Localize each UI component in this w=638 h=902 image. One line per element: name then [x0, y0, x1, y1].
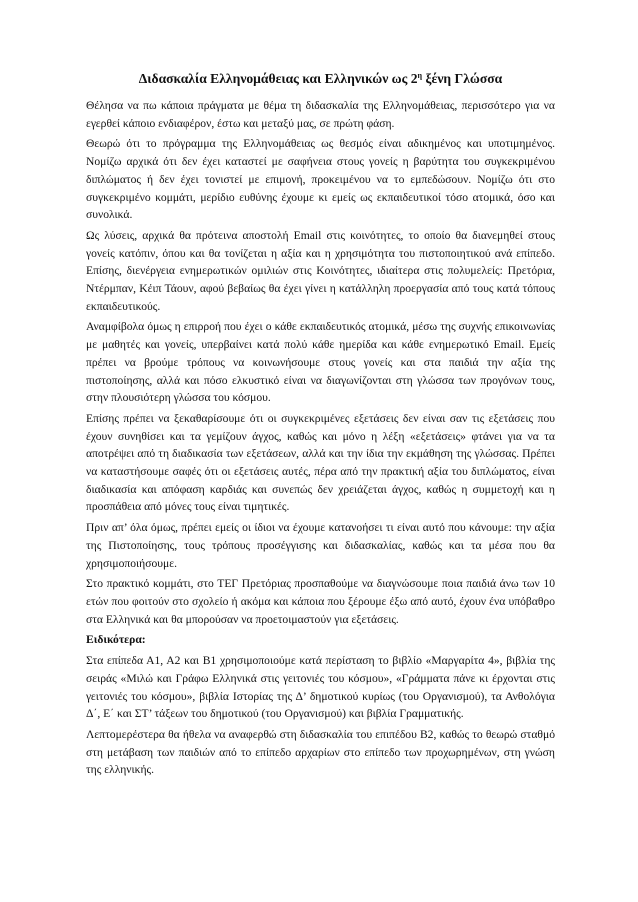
paragraph-understanding: Πριν απ’ όλα όμως, πρέπει εμείς οι ίδιοι να έχουμε κατανοήσει τι είναι αυτό που κάνουμε: την αξία της Πιστοποίησης, τους τρόπους προσέγγισης και διδασκαλίας, καθώς και τα μέσα που θα χρησιμοποιήσουμε.	[86, 521, 555, 570]
paragraph-levels: Στα επίπεδα Α1, Α2 και Β1 χρησιμοποιούμε κατά περίσταση το βιβλίο «Μαργαρίτα 4», βιβλία της σειράς «Μιλώ και Γράφω Ελληνικά στις γειτονιές του κόσμου», «Γράμματα πάνε κι έρχονται στις γειτονιές του κόσμου», βιβλία Ιστορίας της Δ’ δημοτικού κυρίως (του Οργανισμού), τα Ανθολόγια Δ΄, Ε΄ και ΣΤ’ τάξεων του δημοτικού (του Οργανισμού) και βιβλία Γραμματικής.	[86, 654, 555, 721]
paragraph-assessment: Θεωρώ ότι το πρόγραμμα της Ελληνομάθειας ως θεσμός είναι αδικημένος και υποτιμημένος. Νομίζω αρχικά ότι δεν έχει καταστεί με σαφήνεια στους γονείς η βαρύτητα του συγκεκριμένου διπλώματος ή δεν έχει τονιστεί με επιμονή, προκειμένου να το εμπεδώσουν. Νομίζω ότι στο συγκεκριμένο κομμάτι, μερίδιο ευθύνης έχουμε κι εμείς ως εκπαιδευτικοί τόσο ατομικά, όσο και συνολικά.	[86, 137, 555, 222]
title-superscript: η	[417, 71, 423, 80]
title-main: Διδασκαλία Ελληνομάθειας και Ελληνικών ως 2	[138, 71, 418, 86]
title-tail: ξένη Γλώσσα	[422, 71, 503, 86]
paragraph-solutions: Ως λύσεις, αρχικά θα πρότεινα αποστολή Email στις κοινότητες, το οποίο θα διανεμηθεί στους γονείς κατόπιν, όπου και θα τονίζεται η αξία και η χρησιμότητα του πιστοποιητικού ανά επίπεδο. Επίσης, διενέργεια ενημερωτικών ομιλιών στις Κοινότητες, ιδιαίτερα στις πολυμελείς: Πρετόρια, Ντέρμπαν, Κέιπ Τάουν, αφού βεβαίως θα έχει γίνει η κατάλληλη προεργασία από τους κατά τόπους εκπαιδευτικούς.	[86, 228, 555, 313]
paragraph-b2: Λεπτομερέστερα θα ήθελα να αναφερθώ στη διδασκαλία του επιπέδου Β2, καθώς το θεωρώ σταθμό στη μετάβαση των παιδιών από το επίπεδο αρχαρίων στο επίπεδο των προχωρημένων, στη γνώση της ελληνικής.	[86, 727, 555, 777]
subheading-specifically: Ειδικότερα:	[86, 633, 146, 647]
paragraph-practical: Στο πρακτικό κομμάτι, στο ΤΕΓ Πρετόριας προσπαθούμε να διαγνώσουμε ποια παιδιά άνω των 10 ετών που φοιτούν στο σχολείο ή ακόμα και κάποια που ξέρουμε έξω από αυτό, έχουν ένα υπόβαθρο στα Ελληνικά και θα μπορούσαν να προετοιμαστούν για εξετάσεις.	[86, 577, 555, 626]
document-page	[86, 70, 555, 782]
document-title	[86, 70, 555, 87]
paragraph-exams: Επίσης πρέπει να ξεκαθαρίσουμε ότι οι συγκεκριμένες εξετάσεις δεν είναι σαν τις εξετάσεις που έχουν συνηθίσει και τα γεμίζουν άγχος, καθώς και μόνο η λέξη «εξετάσεις» φτάνει για να τα αποτρέψει από τη διαδικασία των εξετάσεων, αλλά και την ίδια την εκμάθηση της γλώσσας. Πρέπει να καταστήσουμε σαφές ότι οι εξετάσεις αυτές, πέρα από την πρακτική αξία του διπλώματος, είναι διαδικασία και απόφαση καρδιάς και συνεπώς δεν χρειάζεται άγχος, καθώς η συμμετοχή και η προσπάθεια από μόνες τους είναι τιμητικές.	[86, 411, 555, 514]
paragraph-intro: Θέλησα να πω κάποια πράγματα με θέμα τη διδασκαλία της Ελληνομάθειας, περισσότερο για να εγερθεί κάποιο ενδιαφέρον, έστω και μεταξύ μας, σε πρώτη φάση.	[86, 99, 555, 130]
paragraph-influence: Αναμφίβολα όμως η επιρροή που έχει ο κάθε εκπαιδευτικός ατομικά, μέσω της συχνής επικοινωνίας με μαθητές και γονείς, υπερβαίνει κατά πολύ κάθε ημερίδα και κάθε ενημερωτικό Email. Εμείς πρέπει να βρούμε τρόπους να κοινωνήσουμε στους γονείς και στα παιδιά την αξία της πιστοποίησης, αλλά και πόσο ελκυστικό είναι να διαγωνίζονται στη γλώσσα των προγόνων τους, στην πλουσιότερη γλώσσα του κόσμου.	[86, 320, 555, 405]
